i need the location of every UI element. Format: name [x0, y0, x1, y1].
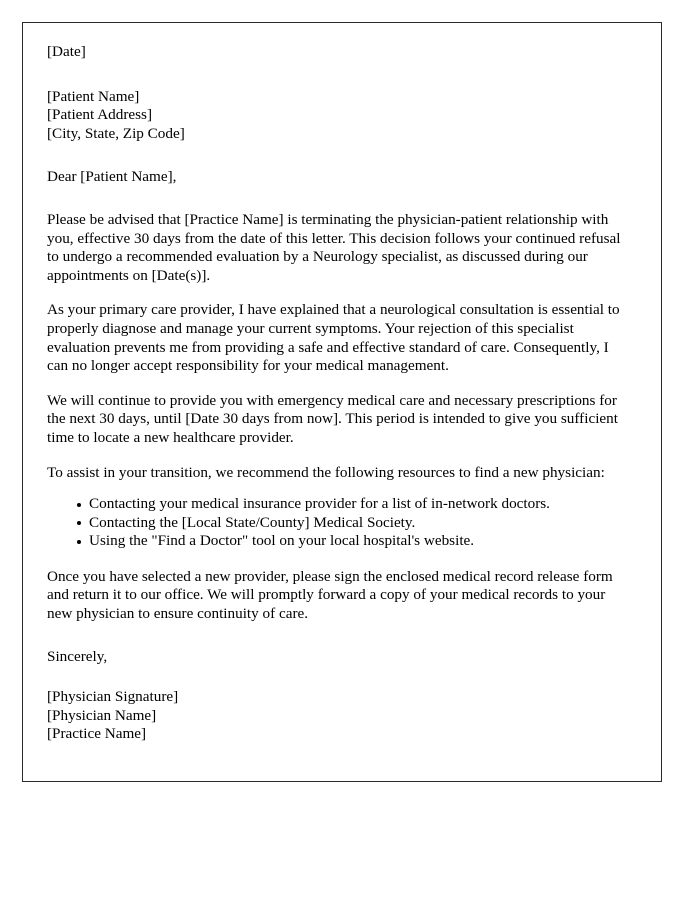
body-paragraph-3: We will continue to provide you with emergency medical care and necessary prescriptions for the next 30 days, until [Date 30 days from now]. This period is intended to give you sufficient time to locate a new healthcare provider.	[47, 391, 618, 446]
recipient-name: [Patient Name]	[47, 87, 140, 105]
body-paragraph-2: As your primary care provider, I have explained that a neurological consultation is essential to properly diagnose and manage your current symptoms. Your rejection of this specialist evaluation prevents me from providing a safe and effective standard of care. Consequently, I can no longer accept responsibility for your medical management.	[47, 301, 620, 375]
spacer-before-signoff	[47, 624, 629, 648]
list-item-label: Contacting your medical insurance provider for a list of in-network doctors.	[89, 495, 550, 513]
sign-off-line: Sincerely,	[47, 647, 108, 665]
recipient-city-state-zip: [City, State, Zip Code]	[47, 124, 185, 142]
practice-name: [Practice Name]	[47, 725, 147, 743]
spacer-para-3	[47, 448, 629, 464]
date-line: [Date]	[47, 43, 86, 60]
spacer-para-1	[47, 285, 629, 301]
list-item	[47, 514, 629, 533]
spacer-before-signature	[47, 666, 629, 688]
list-item	[47, 532, 629, 551]
list-item-label: Contacting the [Local State/County] Medical Society.	[89, 513, 416, 531]
list-item-label: Using the "Find a Doctor" tool on your local hospital's website.	[89, 532, 475, 550]
spacer-after-address	[47, 143, 629, 168]
physician-name: [Physician Name]	[47, 706, 157, 724]
bullet-disc-icon	[77, 503, 81, 507]
spacer-after-greeting	[47, 187, 629, 211]
letter-page	[22, 22, 662, 782]
letter-body	[47, 43, 629, 744]
bullet-disc-icon	[77, 521, 81, 525]
recipient-address: [Patient Address]	[47, 106, 153, 124]
spacer-para-2	[47, 376, 629, 392]
bullet-disc-icon	[77, 540, 81, 544]
closing-paragraph: Once you have selected a new provider, please sign the enclosed medical record release form and return it to our office. We will promptly forward a copy of your medical records to your new physician to ensure continuity of care.	[47, 567, 613, 623]
greeting-line: Dear [Patient Name],	[47, 168, 177, 186]
list-item	[47, 495, 629, 514]
body-paragraph-4: To assist in your transition, we recommend the following resources to find a new physician:	[47, 463, 605, 481]
spacer-after-list	[47, 551, 629, 568]
resource-list	[47, 495, 629, 551]
body-paragraph-1: Please be advised that [Practice Name] is terminating the physician-patient relationship with you, effective 30 days from the date of this letter. This decision follows your continued refusal to undergo a recommended evaluation by a Neurology specialist, as discussed during our appointments on [Date(s)].	[47, 210, 621, 284]
spacer-after-date	[47, 62, 629, 88]
signature-placeholder: [Physician Signature]	[47, 688, 179, 706]
spacer-before-list	[47, 482, 629, 495]
